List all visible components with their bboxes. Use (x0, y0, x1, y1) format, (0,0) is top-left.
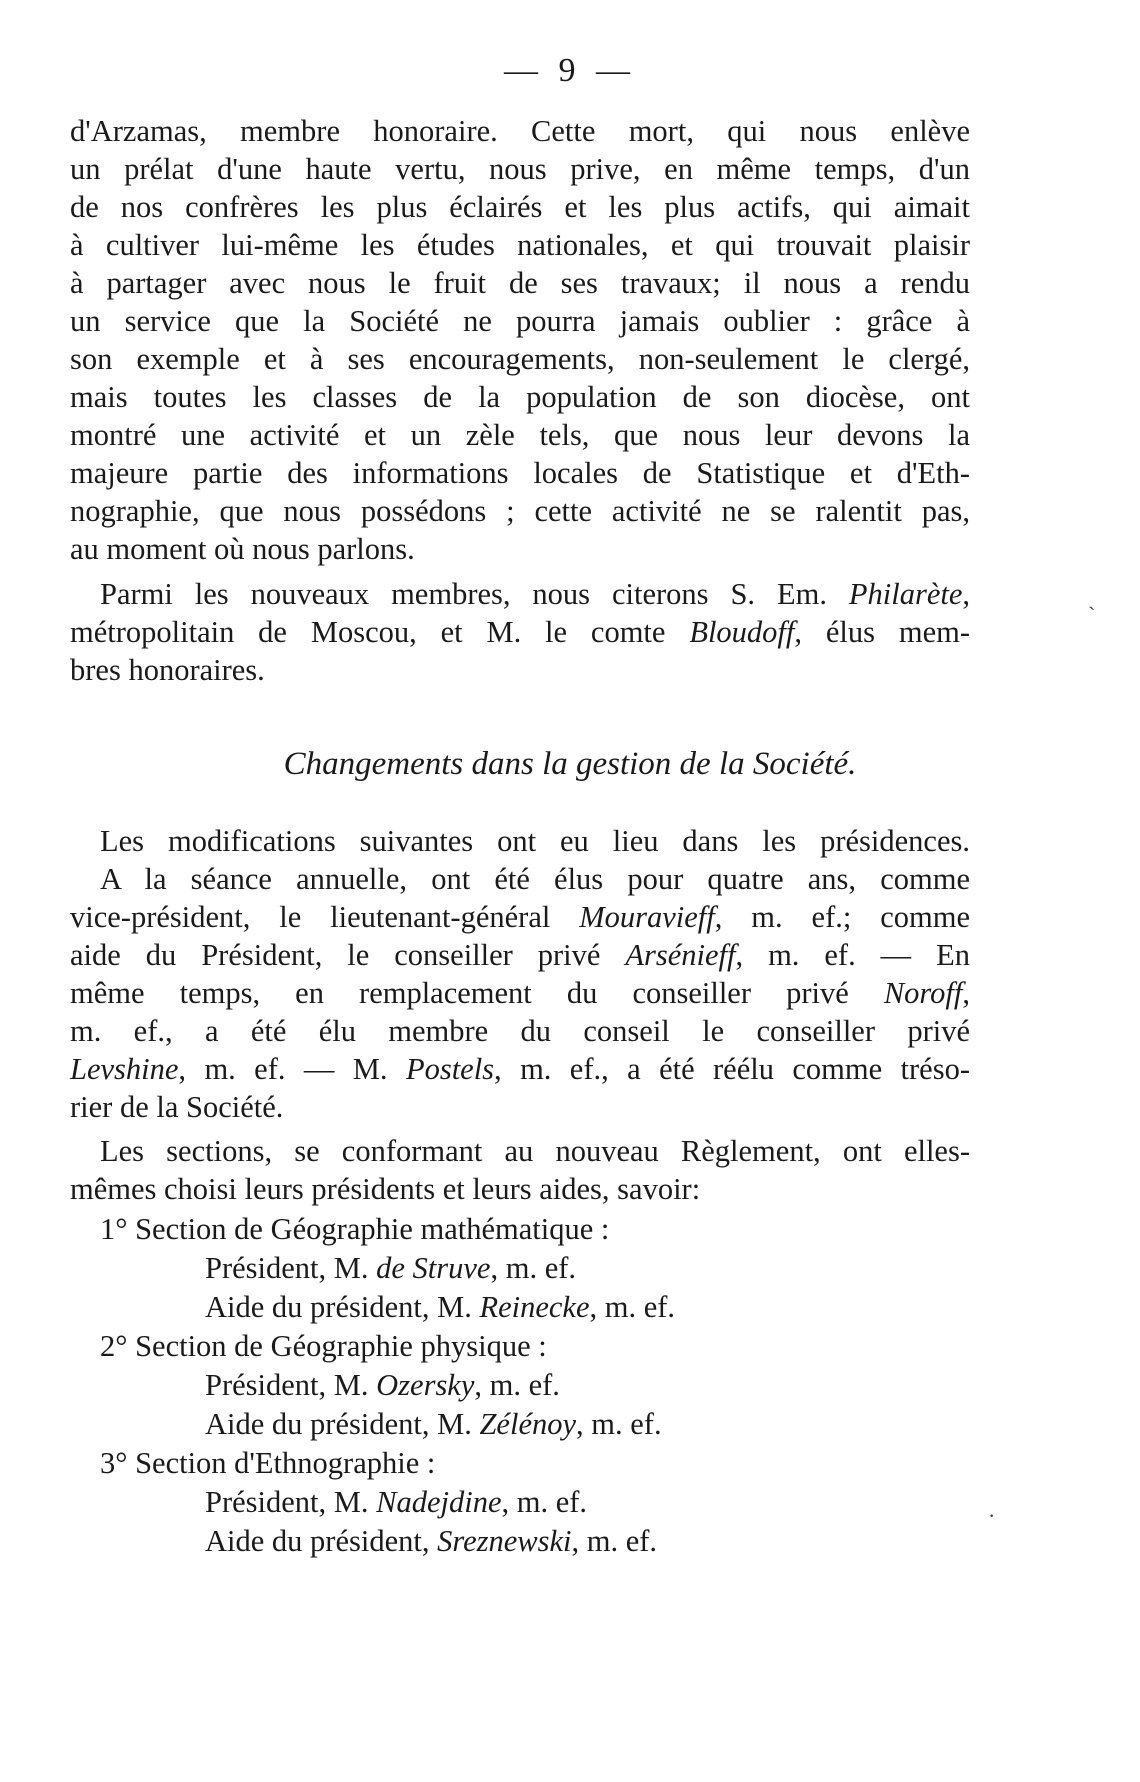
text-span: , m. ef. — M. (178, 1052, 406, 1086)
text-line: nographie, que nous possédons ; cette activité ne se ralentit pas, (70, 494, 970, 528)
section-title: 3° Section d'Ethnographie : (100, 1446, 436, 1480)
text-span: , m. ef., a été réélu comme tréso- (494, 1052, 970, 1086)
text-line: un service que la Société ne pourra jamais oublier : grâce à (70, 304, 970, 338)
text-line: à cultiver lui-même les études nationales, et qui trouvait plaisir (70, 228, 970, 262)
text-line (70, 1050, 970, 1088)
text-line: rier de la Société. (70, 1090, 284, 1124)
section-president (70, 1483, 970, 1522)
text-span: métropolitain de Moscou, et M. le comte (70, 615, 690, 649)
text-line (70, 613, 970, 651)
person-name: Mouravieff (579, 900, 715, 934)
section-title: 2° Section de Géographie physique : (100, 1329, 547, 1363)
text-span: vice-président, le lieutenant-général (70, 900, 580, 934)
section-aide (70, 1405, 970, 1444)
text-span: , m. ef. (490, 1251, 577, 1285)
text-line: montré une activité et un zèle tels, que nous leur devons la (70, 418, 970, 452)
section-aide (70, 1522, 970, 1561)
text-line (70, 575, 970, 613)
text-span: aide du Président, le conseiller privé (70, 938, 626, 972)
text-line: au moment où nous parlons. (70, 532, 415, 566)
text-line: bres honoraires. (70, 653, 265, 687)
text-span: , élus mem- (794, 615, 970, 649)
text-span: Aide du président, M. (205, 1407, 480, 1441)
person-name: Zélénoy (479, 1407, 577, 1441)
person-name: Arsénieff (625, 938, 736, 972)
text-line: un prélat d'une haute vertu, nous prive, en même temps, d'un (70, 152, 970, 186)
person-name: Ozersky (376, 1368, 475, 1402)
text-line: à partager avec nous le fruit de ses travaux; il nous a rendu (70, 266, 970, 300)
sections-list (70, 1210, 970, 1561)
person-name: de Struve (376, 1251, 491, 1285)
person-name: Noroff (883, 976, 963, 1010)
text-line: mêmes choisi leurs présidents et leurs aides, savoir: (70, 1172, 701, 1206)
text-span: , (962, 976, 970, 1010)
text-span: Parmi les nouveaux membres, nous citerons S. Em. (100, 577, 849, 611)
section-president (70, 1249, 970, 1288)
text-span: , (962, 577, 970, 611)
text-span: même temps, en remplacement du conseiller privé (70, 976, 884, 1010)
text-line: Les modifications suivantes ont eu lieu dans les présidences. (100, 824, 970, 858)
text-span: , m. ef. (589, 1290, 676, 1324)
text-span: , m. ef.; comme (714, 900, 970, 934)
person-name: Reinecke (479, 1290, 590, 1324)
paragraph-presidencies (70, 822, 970, 1126)
section-president (70, 1366, 970, 1405)
text-line (70, 974, 970, 1012)
text-span: Président, M. (205, 1368, 377, 1402)
section-title: 1° Section de Géographie mathématique : (100, 1212, 610, 1246)
text-span: Aide du président, M. (205, 1290, 480, 1324)
text-span: , m. ef. (474, 1368, 560, 1402)
person-name: Levshine (70, 1052, 179, 1086)
text-line: m. ef., a été élu membre du conseil le conseiller privé (70, 1014, 970, 1048)
text-line: A la séance annuelle, ont été élus pour quatre ans, comme (100, 862, 970, 896)
person-name: Bloudoff (689, 615, 795, 649)
stray-dot-icon: · (988, 1503, 996, 1528)
page-number: — 9 — (504, 52, 636, 89)
text-line: d'Arzamas, membre honoraire. Cette mort, qui nous enlève (70, 114, 970, 148)
text-line: majeure partie des informations locales de Statistique et d'Eth- (70, 456, 970, 490)
stray-mark-icon: ˏ (1088, 585, 1096, 610)
text-line: mais toutes les classes de la population de son diocèse, ont (70, 380, 970, 414)
section-aide (70, 1288, 970, 1327)
text-line (70, 936, 970, 974)
text-span: Président, M. (205, 1485, 377, 1519)
person-name: Philarète (848, 577, 963, 611)
paragraph-obituary (70, 112, 970, 568)
section-heading: Changements dans la gestion de la Société. (283, 746, 857, 782)
person-name: Postels (405, 1052, 495, 1086)
text-line: son exemple et à ses encouragements, non-seulement le clergé, (70, 342, 970, 376)
person-name: Nadejdine (376, 1485, 502, 1519)
text-span: Aide du président, (205, 1524, 438, 1558)
text-line (70, 898, 970, 936)
text-line: Les sections, se conformant au nouveau Règlement, ont elles- (100, 1134, 970, 1168)
person-name: Sreznewski (437, 1524, 572, 1558)
text-span: , m. ef. (576, 1407, 662, 1441)
text-span: , m. ef. — En (735, 938, 970, 972)
paragraph-sections-intro (70, 1132, 970, 1208)
text-span: Président, M. (205, 1251, 377, 1285)
paragraph-new-members (70, 575, 970, 689)
text-span: , m. ef. (501, 1485, 588, 1519)
text-line: de nos confrères les plus éclairés et les plus actifs, qui aimait (70, 190, 970, 224)
text-span: , m. ef. (571, 1524, 658, 1558)
